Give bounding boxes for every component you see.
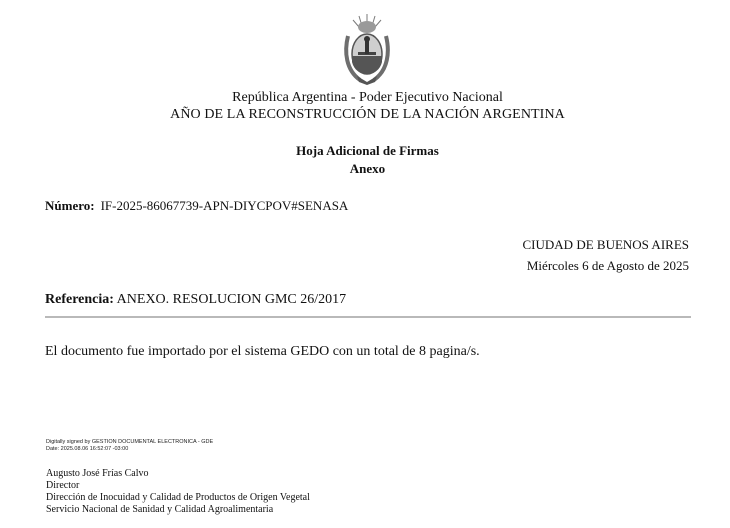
document-date: Miércoles 6 de Agosto de 2025 — [526, 258, 689, 273]
reference — [45, 292, 346, 308]
document-number — [45, 198, 348, 214]
signer-name: Augusto José Frías Calvo — [46, 468, 149, 479]
reference-value: ANEXO. RESOLUCION GMC 26/2017 — [116, 292, 347, 307]
document-title: Hoja Adicional de Firmas — [296, 143, 439, 158]
number-value: IF-2025-86067739-APN-DIYCPOV#SENASA — [100, 198, 349, 213]
digital-signature-line: Digitally signed by GESTION DOCUMENTAL ELECTRONICA - GDE — [46, 439, 214, 445]
signature-date: Date: 2025.08.06 16:52:07 -03:00 — [46, 446, 129, 452]
city: CIUDAD DE BUENOS AIRES — [522, 237, 689, 252]
year-motto: AÑO DE LA RECONSTRUCCIÓN DE LA NACIÓN ARGENTINA — [170, 107, 565, 122]
number-label: Número: — [45, 198, 95, 213]
reference-label: Referencia: — [45, 292, 114, 307]
signer-role: Director — [46, 480, 80, 491]
republic-header: República Argentina - Poder Ejecutivo Nacional — [232, 90, 503, 105]
divider — [45, 316, 691, 318]
signer-organization: Servicio Nacional de Sanidad y Calidad Agroalimentaria — [46, 504, 274, 515]
argentina-coat-of-arms-icon — [342, 12, 392, 86]
document-subtitle: Anexo — [349, 161, 386, 176]
signer-office: Dirección de Inocuidad y Calidad de Productos de Origen Vegetal — [46, 492, 310, 503]
body-text: El documento fue importado por el sistema GEDO con un total de 8 pagina/s. — [45, 344, 480, 359]
